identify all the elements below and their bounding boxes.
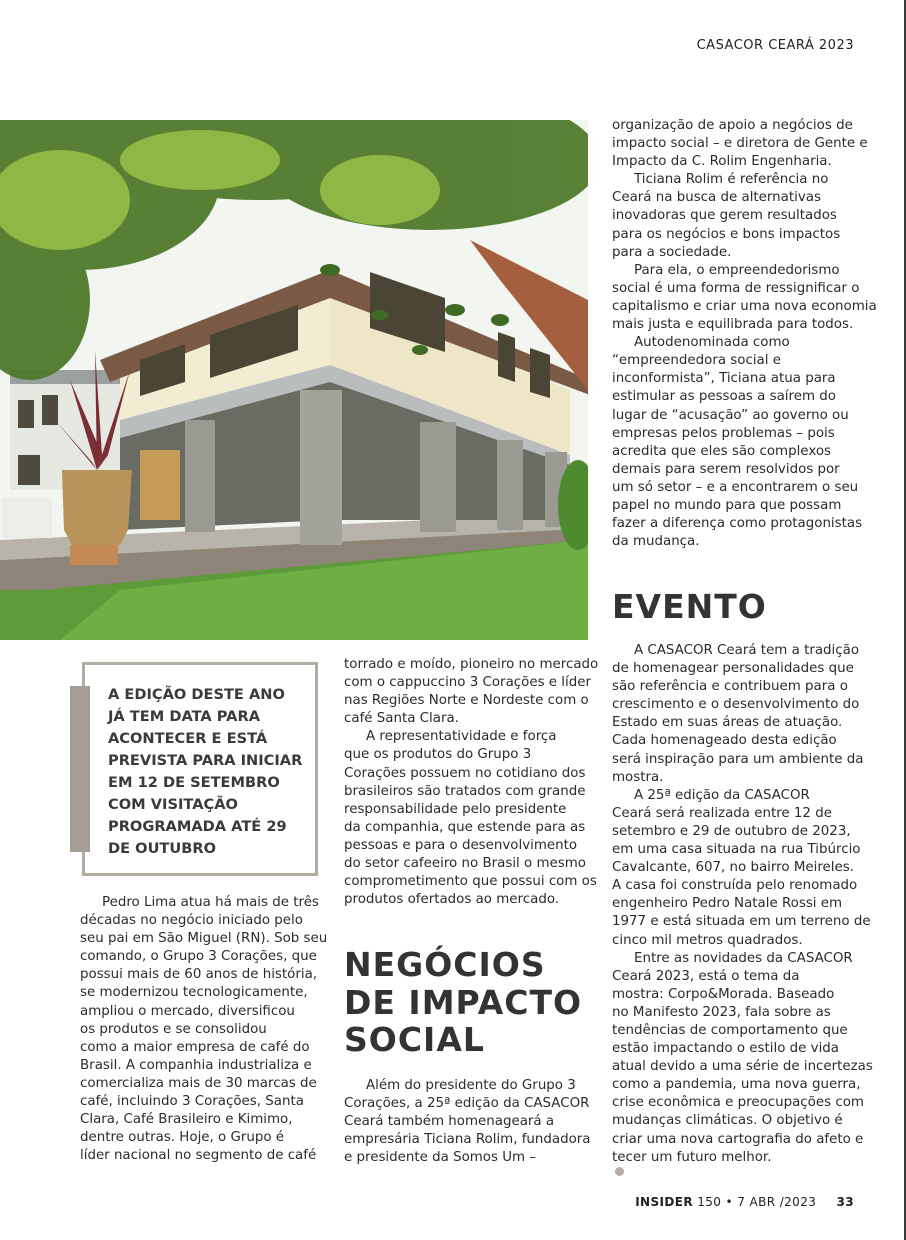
text-line: A 25ª edição da CASACOR bbox=[634, 787, 810, 803]
text-line: da companhia, que estende para as bbox=[344, 819, 586, 835]
text-line: atual devido a uma série de incertezas bbox=[612, 1059, 873, 1075]
paragraph bbox=[612, 950, 873, 1176]
column-3 bbox=[612, 117, 877, 551]
text-line: Pedro Lima atua há mais de três bbox=[102, 895, 319, 910]
text-line: tecer um futuro melhor. bbox=[612, 1149, 772, 1165]
text-line: torrado e moído, pioneiro no mercado bbox=[344, 657, 599, 672]
text-line: A CASACOR Ceará tem a tradição bbox=[634, 643, 860, 658]
paragraph bbox=[344, 728, 597, 909]
text-line: estão impactando o estilo de vida bbox=[612, 1041, 839, 1057]
pullquote-text bbox=[108, 684, 313, 860]
text-line: Ceará na busca de alternativas bbox=[612, 190, 821, 206]
heading-line: SOCIAL bbox=[344, 1020, 485, 1059]
paragraph bbox=[612, 171, 862, 261]
text-line: comando, o Grupo 3 Corações, que bbox=[80, 949, 317, 965]
paragraph bbox=[612, 642, 862, 787]
column-1 bbox=[80, 894, 330, 1165]
text-line: estimular as pessoas a saírem do bbox=[612, 389, 836, 405]
text-line: que os produtos do Grupo 3 bbox=[344, 747, 532, 763]
text-line: como a pandemia, uma nova guerra, bbox=[612, 1077, 861, 1093]
text-line: são referência e contribuem para o bbox=[612, 679, 848, 695]
paragraph bbox=[344, 1077, 594, 1167]
text-line: no Manifesto 2023, fala sobre as bbox=[612, 1004, 831, 1020]
text-line: do setor cafeeiro no Brasil o mesmo bbox=[344, 856, 586, 872]
text-line: produtos ofertados ao mercado. bbox=[344, 892, 560, 908]
text-line: papel no mundo para que possam bbox=[612, 497, 842, 513]
house-photo bbox=[0, 120, 588, 640]
text-line: para os negócios e bons impactos bbox=[612, 226, 841, 242]
text-line: Além do presidente do Grupo 3 bbox=[366, 1078, 576, 1093]
text-line: Ceará será realizada entre 12 de bbox=[612, 805, 832, 821]
pullquote-line: JÁ TEM DATA PARA bbox=[108, 708, 260, 725]
text-line: Ticiana Rolim é referência no bbox=[634, 172, 829, 188]
text-line: líder nacional no segmento de café bbox=[80, 1148, 317, 1164]
text-line: criar uma nova cartografia do afeto e bbox=[612, 1131, 864, 1147]
text-line: com o cappuccino 3 Corações e líder bbox=[344, 675, 591, 691]
text-line: Entre as novidades da CASACOR bbox=[634, 950, 853, 966]
text-line: inovadoras que gerem resultados bbox=[612, 208, 837, 224]
text-line: nas Regiões Norte e Nordeste com o bbox=[344, 693, 589, 709]
heading-line: NEGÓCIOS bbox=[344, 945, 546, 984]
text-line: acredita que eles são complexos bbox=[612, 443, 831, 459]
text-line: um só setor – e a encontrarem o seu bbox=[612, 479, 859, 495]
text-line: pessoas e para o desenvolvimento bbox=[344, 837, 578, 853]
text-line: Brasil. A companhia industrializa e bbox=[80, 1057, 312, 1073]
text-line: Cavalcante, 607, no bairro Meireles. bbox=[612, 860, 854, 876]
text-line: empresas pelos problemas – pois bbox=[612, 425, 835, 441]
text-line: da mudança. bbox=[612, 534, 700, 550]
text-line: organização de apoio a negócios de bbox=[612, 118, 853, 133]
text-line: “empreendedora social e bbox=[612, 353, 781, 369]
paragraph bbox=[612, 117, 868, 171]
text-line: Estado em suas áreas de atuação. bbox=[612, 715, 843, 731]
pullquote-line: COM VISITAÇÃO bbox=[108, 796, 238, 813]
pullquote-line: DE OUTUBRO bbox=[108, 840, 216, 857]
section-heading-negocios bbox=[344, 946, 582, 1059]
text-line: Ceará 2023, está o tema da bbox=[612, 968, 800, 984]
paragraph bbox=[344, 656, 599, 728]
pullquote-accent-bar bbox=[70, 686, 90, 852]
text-line: mudanças climáticas. O objetivo é bbox=[612, 1113, 843, 1129]
text-line: Clara, Café Brasileiro e Kimimo, bbox=[80, 1112, 293, 1128]
text-line: crise econômica e preocupações com bbox=[612, 1095, 864, 1111]
text-line: brasileiros são tratados com grande bbox=[344, 783, 586, 799]
running-head: CASACOR CEARÁ 2023 bbox=[696, 38, 854, 53]
text-line: setembro e 29 de outubro de 2023, bbox=[612, 823, 851, 839]
text-line: os produtos e se consolidou bbox=[80, 1021, 267, 1037]
text-line: em uma casa situada na rua Tibúrcio bbox=[612, 842, 861, 858]
text-line: empresária Ticiana Rolim, fundadora bbox=[344, 1132, 591, 1148]
text-line: mais justa e equilibrada para todos. bbox=[612, 317, 854, 333]
text-line: como a maior empresa de café do bbox=[80, 1039, 310, 1055]
end-of-article-icon bbox=[615, 1167, 624, 1176]
text-line: Cada homenageado desta edição bbox=[612, 733, 837, 749]
pullquote-line: ACONTECER E ESTÁ bbox=[108, 730, 268, 747]
text-line: inconformista”, Ticiana atua para bbox=[612, 371, 836, 387]
text-line: se modernizou tecnologicamente, bbox=[80, 985, 308, 1001]
page-number: 33 bbox=[836, 1195, 854, 1209]
text-line: mostra: Corpo&Morada. Baseado bbox=[612, 986, 835, 1002]
column-2 bbox=[344, 656, 599, 909]
text-line: Corações, a 25ª edição da CASACOR bbox=[344, 1096, 590, 1112]
text-line: tendências de comportamento que bbox=[612, 1022, 848, 1038]
column-3-continued bbox=[612, 642, 873, 1176]
text-line: capitalismo e criar uma nova economia bbox=[612, 298, 877, 314]
magazine-name: INSIDER bbox=[635, 1195, 694, 1209]
text-line: comercializa mais de 30 marcas de bbox=[80, 1075, 317, 1091]
text-line: café Santa Clara. bbox=[344, 711, 459, 727]
text-line: engenheiro Pedro Natale Rossi em bbox=[612, 896, 843, 912]
paragraph bbox=[80, 894, 330, 1165]
text-line: décadas no negócio iniciado pelo bbox=[80, 913, 303, 929]
text-line: comprometimento que possui com os bbox=[344, 874, 597, 890]
text-line: A casa foi construída pelo renomado bbox=[612, 878, 858, 894]
pullquote-line: A EDIÇÃO DESTE ANO bbox=[108, 686, 285, 703]
pullquote-line: EM 12 DE SETEMBRO bbox=[108, 774, 280, 791]
text-line: lugar de “acusação” ao governo ou bbox=[612, 407, 849, 423]
text-line: possui mais de 60 anos de história, bbox=[80, 967, 318, 983]
text-line: Para ela, o empreendedorismo bbox=[634, 262, 840, 278]
text-line: responsabilidade pelo presidente bbox=[344, 801, 567, 817]
text-line: Ceará também homenageará a bbox=[344, 1114, 555, 1130]
text-line-last bbox=[612, 1149, 862, 1176]
text-line: social é uma forma de ressignificar o bbox=[612, 280, 860, 296]
text-line: e presidente da Somos Um – bbox=[344, 1150, 537, 1166]
text-line: Corações possuem no cotidiano dos bbox=[344, 765, 586, 781]
text-line: será inspiração para um ambiente da bbox=[612, 751, 864, 767]
issue-info: 150 • 7 ABR /2023 bbox=[697, 1195, 817, 1209]
text-line: dentre outras. Hoje, o Grupo é bbox=[80, 1130, 285, 1146]
pullquote-line: PREVISTA PARA INICIAR bbox=[108, 752, 303, 769]
section-heading-evento: EVENTO bbox=[612, 587, 767, 626]
column-2-continued bbox=[344, 1077, 594, 1167]
heading-line: DE IMPACTO bbox=[344, 982, 583, 1022]
text-line: Impacto da C. Rolim Engenharia. bbox=[612, 154, 832, 170]
text-line: Autodenominada como bbox=[634, 335, 790, 351]
text-line: fazer a diferença como protagonistas bbox=[612, 516, 863, 532]
text-line: impacto social – e diretora de Gente e bbox=[612, 136, 868, 152]
paragraph bbox=[612, 262, 877, 334]
text-line: de homenagear personalidades que bbox=[612, 661, 854, 677]
paragraph bbox=[612, 334, 862, 551]
text-line: mostra. bbox=[612, 769, 664, 785]
text-line: demais para serem resolvidos por bbox=[612, 461, 840, 477]
text-line: café, incluindo 3 Corações, Santa bbox=[80, 1094, 304, 1110]
text-line: ampliou o mercado, diversificou bbox=[80, 1003, 295, 1019]
text-line: A representatividade e força bbox=[366, 729, 557, 745]
text-line: cinco mil metros quadrados. bbox=[612, 932, 803, 948]
text-line: para a sociedade. bbox=[612, 244, 732, 260]
pullquote-line: PROGRAMADA ATÉ 29 bbox=[108, 818, 287, 835]
text-line: seu pai em São Miguel (RN). Sob seu bbox=[80, 931, 328, 947]
text-line: 1977 e está situada em um terreno de bbox=[612, 914, 871, 930]
folio bbox=[635, 1195, 854, 1209]
text-line: crescimento e o desenvolvimento do bbox=[612, 697, 860, 713]
paragraph bbox=[612, 787, 871, 950]
